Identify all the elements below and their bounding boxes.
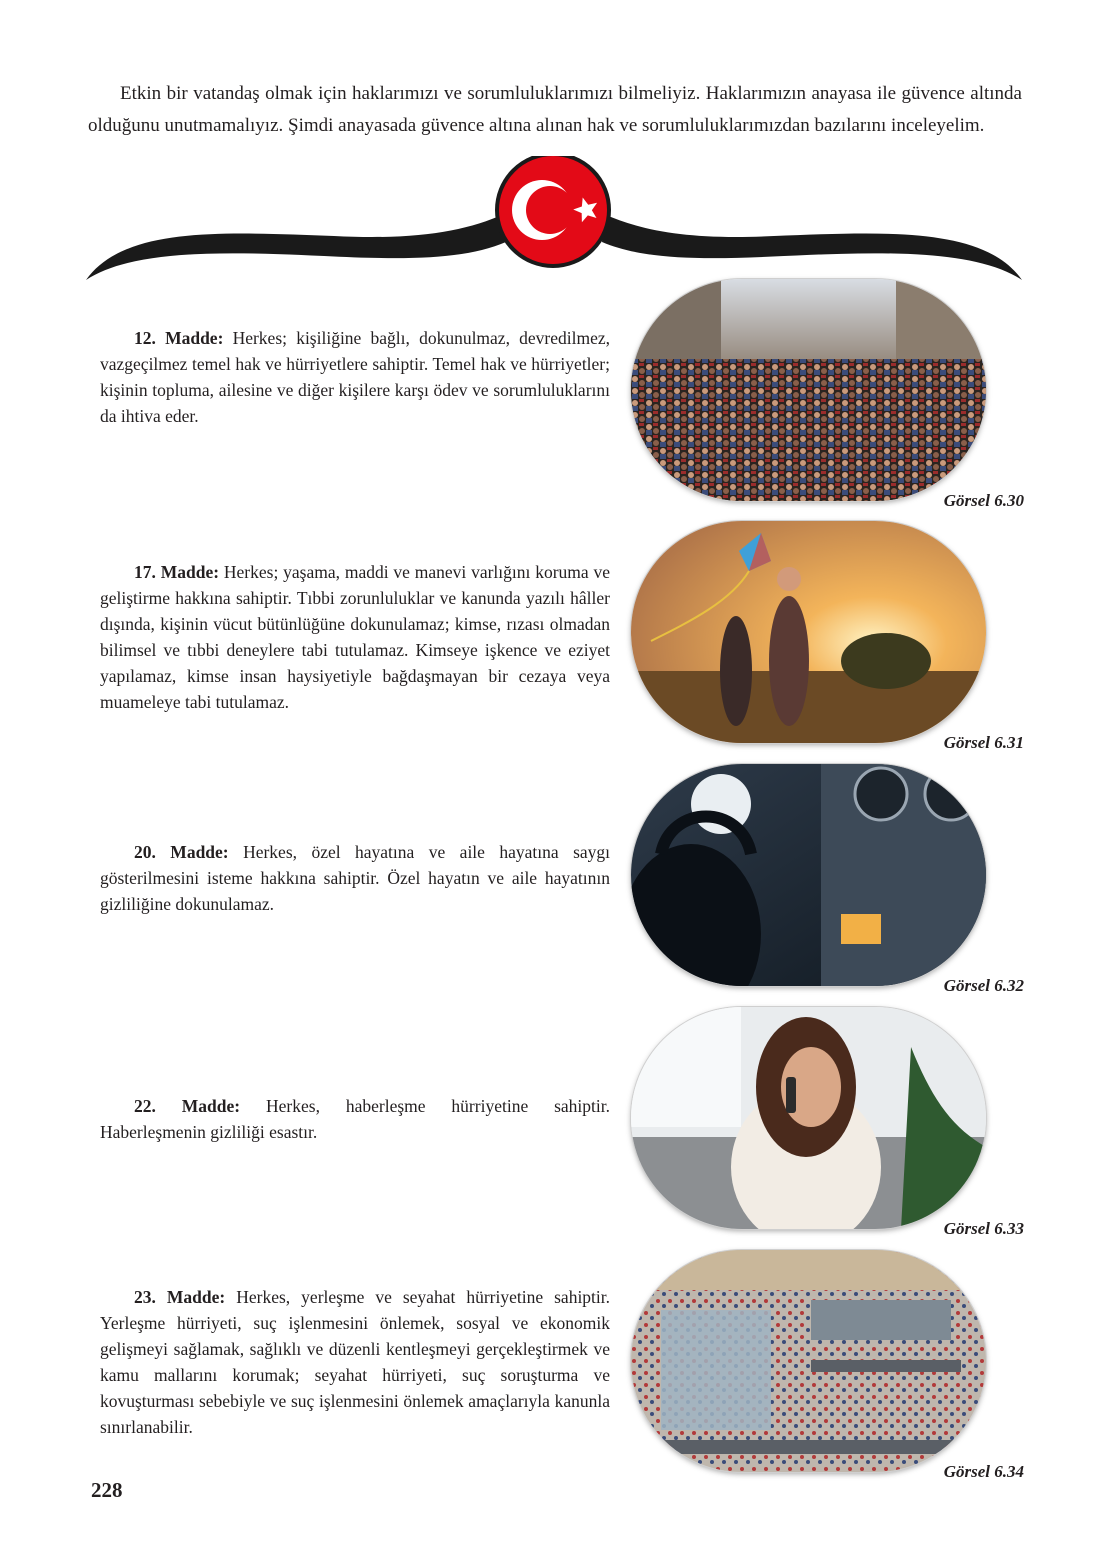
photo-caption: Görsel 6.31 [943, 733, 1024, 752]
flag-banner [84, 156, 1024, 286]
article-text: Herkes; yaşama, maddi ve manevi varlığını koruma ve geliştirme hakkına sahiptir. Tıbbi zorunluluklar ve kanunda yazılı hâller dışında, kişinin vücut bütünlüğüne dokunulamaz; kimse, rızası olmadan bilimsel ve tıbbi deneylere tabi tutulamaz. Kimseye işkence ve eziyet yapılamaz, kimse insan haysiyetiyle bağdaşmayan bir cezaya veya muameleye tabi tutulamaz. [100, 562, 611, 712]
article-23 [100, 1284, 610, 1440]
ribbon-right [602, 214, 1022, 280]
article-20 [100, 839, 610, 917]
article-text: Herkes, özel hayatına ve aile hayatına saygı gösterilmesini isteme hakkına sahiptir. Özel hayatın ve aile hayatının gizliliğine dokunulamaz. [100, 842, 611, 914]
article-12 [100, 325, 610, 429]
photo-caption: Görsel 6.30 [943, 491, 1024, 510]
article-heading: 22. Madde: [134, 1096, 241, 1116]
article-text: Herkes; kişiliğine bağlı, dokunulmaz, devredilmez, vazgeçilmez temel hak ve hürriyetlere sahiptir. Temel hak ve hürriyetler; kişinin topluma, ailesine ve diğer kişilere karşı ödev ve sorumluluklarını da ihtiva eder. [100, 328, 610, 426]
crowd-photo [631, 279, 986, 501]
article-22 [100, 1093, 610, 1145]
article-text: Herkes, yerleşme ve seyahat hürriyetine sahiptir. Yerleşme hürriyeti, suç işlenmesini önlemek, sosyal ve ekonomik gelişmeyi sağlamak, sağlıklı ve düzenli kentleşmeyi gerçekleştirmek ve kamu mallarını korumak; seyahat hürriyeti, suç soruşturma ve kovuşturması sebebiyle ve suç işlenmesini önlemek amaçlarıyla kanunla sınırlanabilir. [100, 1287, 611, 1437]
article-heading: 20. Madde: [134, 842, 229, 862]
article-heading: 17. Madde: [134, 562, 220, 582]
photo-caption: Görsel 6.34 [943, 1462, 1024, 1481]
intro-paragraph: Etkin bir vatandaş olmak için haklarımızı ve sorumluluklarımızı bilmeliyiz. Haklarımızın anayasa ile güvence altında olduğunu unutmamalıyız. Şimdi anayasada güvence altına alınan hak ve sorumluluklarımızdan bazılarını inceleyelim. [88, 83, 1022, 136]
airport-photo [631, 1250, 986, 1472]
article-heading: 23. Madde: [134, 1287, 226, 1307]
phone-call-photo [631, 1007, 986, 1229]
article-17 [100, 559, 610, 715]
photo-caption: Görsel 6.33 [943, 1219, 1024, 1238]
photo-caption: Görsel 6.32 [943, 976, 1024, 995]
ribbon-left [86, 214, 506, 280]
article-heading: 12. Madde: [134, 328, 224, 348]
surveillance-photo [631, 764, 986, 986]
article-text: Herkes, haberleşme hürriyetine sahiptir. Haberleşmenin gizliliği esastır. [100, 1096, 611, 1142]
page-number: 228 [91, 1478, 123, 1502]
family-kite-photo [631, 521, 986, 743]
